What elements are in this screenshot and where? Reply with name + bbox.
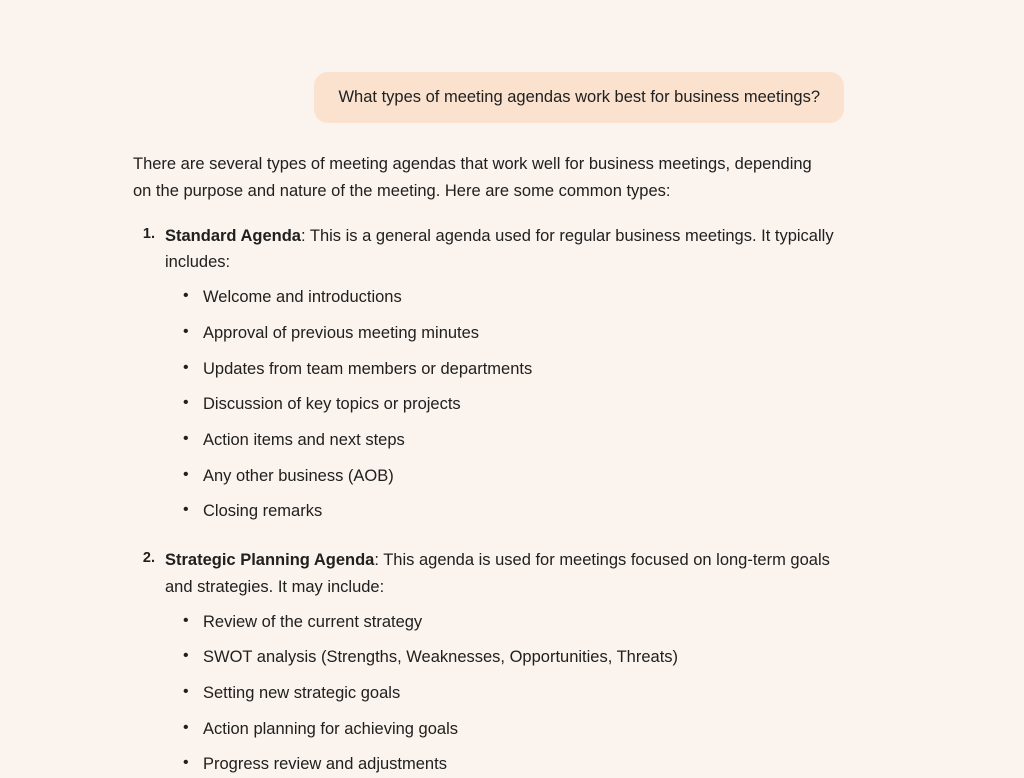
list-item: • Approval of previous meeting minutes xyxy=(199,320,844,347)
sub-bullet-list xyxy=(165,609,844,778)
list-item-number: 1. xyxy=(142,225,155,242)
list-item: • Any other business (AOB) xyxy=(199,463,844,490)
list-item: • Review of the current strategy xyxy=(199,609,844,636)
list-item xyxy=(142,547,844,778)
list-item: • Action items and next steps xyxy=(199,427,844,454)
user-message-bubble: What types of meeting agendas work best for business meetings? xyxy=(314,72,844,123)
list-item-title: Standard Agenda xyxy=(165,226,301,245)
user-message-row xyxy=(0,0,1024,123)
list-item-heading xyxy=(165,223,844,276)
agenda-type-list xyxy=(133,223,844,778)
list-item: • Setting new strategic goals xyxy=(199,680,844,707)
list-item: • Progress review and adjustments xyxy=(199,751,844,778)
list-item: • Action planning for achieving goals xyxy=(199,716,844,743)
assistant-response xyxy=(0,123,1024,778)
list-item-heading xyxy=(165,547,844,600)
list-item-number: 2. xyxy=(142,550,155,567)
response-intro-paragraph: There are several types of meeting agendas that work well for business meetings, depending on the purpose and nature of the meeting. Here are some common types: xyxy=(133,155,812,200)
list-item-title: Strategic Planning Agenda xyxy=(165,551,375,570)
list-item: • Discussion of key topics or projects xyxy=(199,391,844,418)
list-item: • Updates from team members or departments xyxy=(199,356,844,383)
list-item xyxy=(142,223,844,525)
list-item-description: : This agenda is used for meetings focused on long-term goals and strategies. It may include: xyxy=(165,551,830,596)
list-item: • Closing remarks xyxy=(199,498,844,525)
sub-bullet-list xyxy=(165,284,844,525)
list-item: • SWOT analysis (Strengths, Weaknesses, Opportunities, Threats) xyxy=(199,644,844,671)
list-item-description: : This is a general agenda used for regular business meetings. It typically includes: xyxy=(165,226,834,272)
list-item: • Welcome and introductions xyxy=(199,284,844,311)
